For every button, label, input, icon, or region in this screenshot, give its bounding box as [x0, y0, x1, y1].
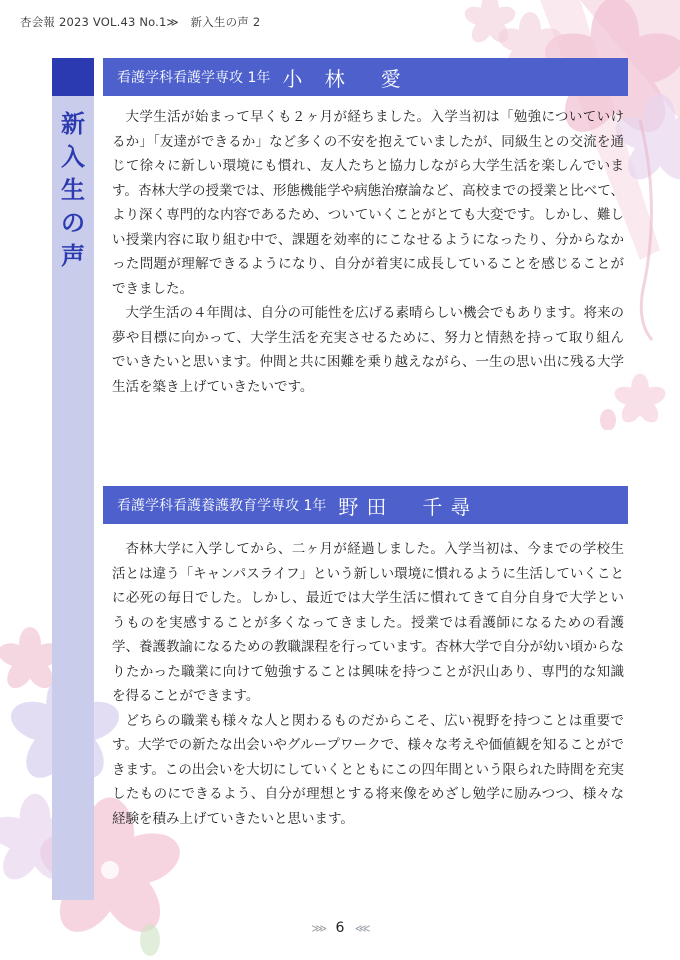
article-2-paragraph: どちらの職業も様々な人と関わるものだからこそ、広い視野を持つことは重要です。大学での新たな出会いやグループワークで、様々な考えや価値観を知ることができます。この出会いを大切にしていくとともにこの四年間という限られた時間を充実したものにできるよう、自分が理想とする将来像をめざし勉学に励みつつ、様々な経験を積み上げていきたいと思います。: [112, 712, 624, 827]
section-title-char: 生: [61, 176, 85, 204]
article-2-paragraph: 杏林大学に入学してから、二ヶ月が経過しました。入学当初は、今までの学校生活とは違う「キャンパスライフ」という新しい環境に慣れるように生活していくことに必死の毎日でした。しかし、最近では大学生活に慣れてきて自分自身で大学というものを実感することが多くなってきました。授業では看護師になるための看護学、養護教諭になるための教職課程を行っています。杏林大学で自分が幼い頃からなりたかった職業に向けて勉強することは興味を持つことが沢山あり、専門的な知識を得ることができます。: [112, 541, 624, 704]
sidebar-band-cap: [52, 58, 94, 96]
page-number: 6: [335, 920, 345, 936]
section-title-char: 入: [61, 143, 85, 171]
article-1-header: [103, 58, 628, 96]
section-title-char: 声: [61, 242, 85, 270]
page-footer: [0, 920, 680, 936]
article-1-paragraph: 大学生活が始まって早くも２ヶ月が経ちました。入学当初は「勉強についていけるか」「友達ができるか」など多くの不安を抱えていましたが、同級生との交流を通じて徐々に新しい環境にも慣れ、友人たちと協力しながら大学生活を楽しんでいます。杏林大学の授業では、形態機能学や病態治療論など、高校までの授業と比べて、より深く専門的な内容であるため、ついていくことがとても大変です。しかし、難しい授業内容に取り組む中で、課題を効率的にこなせるようになったり、分からなかった問題が理解できるようになり、自分が着実に成長していることを感じることができました。: [112, 109, 624, 297]
section-title-vertical: [52, 108, 94, 273]
article-2-body: [112, 537, 624, 831]
article-1-affiliation: 看護学科看護学専攻 1年: [117, 70, 271, 86]
leaf-ornament-icon: ⋘: [354, 922, 369, 935]
article-1-author-name: 小 林 愛: [282, 66, 409, 91]
leaf-ornament-icon: ⋙: [311, 922, 326, 935]
article-2-author-name: 野田 千尋: [338, 494, 479, 519]
running-header: 杏会報 2023 VOL.43 No.1≫ 新入生の声 2: [20, 15, 261, 29]
section-title-char: 新: [61, 110, 85, 138]
article-1-body: [112, 105, 624, 399]
article-2-header: [103, 486, 628, 524]
article-1-paragraph: 大学生活の４年間は、自分の可能性を広げる素晴らしい機会でもあります。将来の夢や目標に向かって、大学生活を充実させるために、努力と情熱を持って取り組んでいきたいと思います。仲間と共に困難を乗り越えながら、一生の思い出に残る大学生活を築き上げていきたいです。: [112, 305, 624, 395]
article-2-affiliation: 看護学科看護養護教育学専攻 1年: [117, 498, 327, 514]
section-title-char: の: [61, 209, 85, 237]
